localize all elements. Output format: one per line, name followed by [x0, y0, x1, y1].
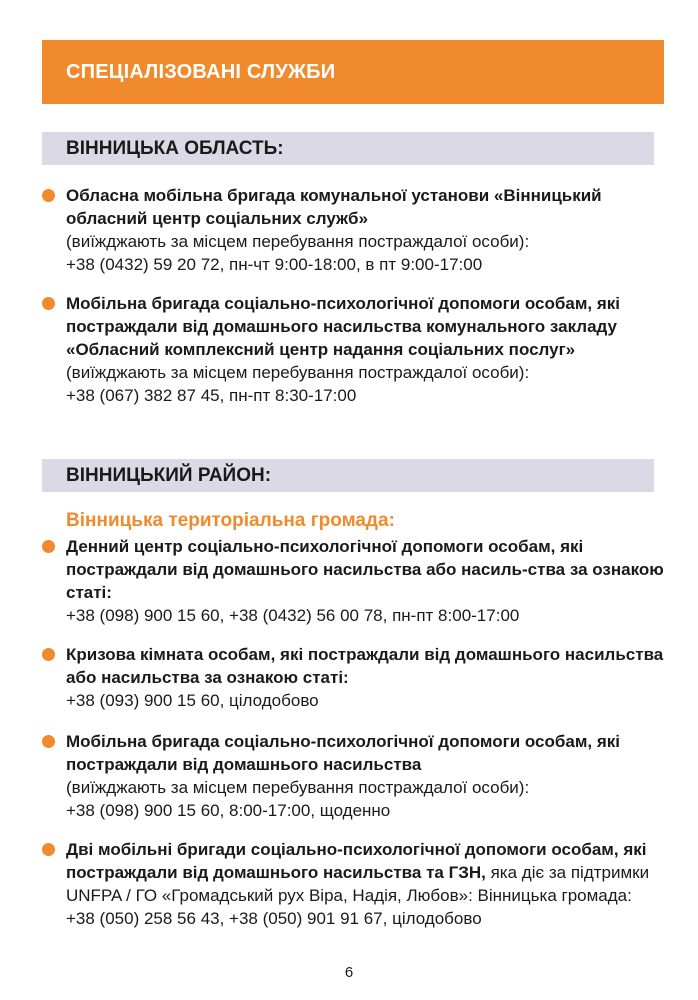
- service-entry: [66, 838, 666, 930]
- service-note: (виїжджають за місцем перебування постраждалої особи):: [66, 778, 530, 797]
- bullet-icon: [42, 843, 55, 856]
- section-banner: [42, 40, 664, 104]
- region-header-vinnytsia-district: [42, 459, 654, 492]
- service-contact: +38 (098) 900 15 60, +38 (0432) 56 00 78, пн-пт 8:00-17:00: [66, 606, 520, 625]
- bullet-icon: [42, 189, 55, 202]
- bullet-icon: [42, 297, 55, 310]
- service-entry: [66, 730, 666, 822]
- service-name: Мобільна бригада соціально-психологічної допомоги особам, які постраждали від домашнього насильства комунального закладу «Обласний комплексний центр надання соціальних послуг»: [66, 294, 621, 359]
- banner-title: СПЕЦІАЛІЗОВАНІ СЛУЖБИ: [66, 60, 336, 83]
- service-note: (виїжджають за місцем перебування постраждалої особи):: [66, 232, 530, 251]
- service-entry: [66, 643, 666, 712]
- service-name: Дві мобільні бригади соціально-психологічної допомоги особам, які постраждали від домашнього насильства та ГЗН,: [66, 840, 647, 882]
- service-name: Обласна мобільна бригада комунальної установи «Вінницький обласний центр соціальних служб»: [66, 186, 602, 228]
- service-note: яка діє за підтримки UNFPA / ГО «Громадський рух Віра, Надія, Любов»: Вінницька громада:: [66, 863, 650, 905]
- region-title: ВІННИЦЬКА ОБЛАСТЬ:: [66, 137, 284, 159]
- service-name: Денний центр соціально-психологічної допомоги особам, які постраждали від домашнього насильства або насиль-ства за ознакою статі:: [66, 537, 664, 602]
- bullet-icon: [42, 648, 55, 661]
- service-entry: [66, 292, 666, 407]
- service-contact: +38 (0432) 59 20 72, пн-чт 9:00-18:00, в пт 9:00-17:00: [66, 255, 483, 274]
- service-entry: [66, 184, 666, 276]
- service-contact: +38 (098) 900 15 60, 8:00-17:00, щоденно: [66, 801, 391, 820]
- service-name: Кризова кімната особам, які постраждали від домашнього насильства або насильства за ознакою статі:: [66, 645, 664, 687]
- service-name: Мобільна бригада соціально-психологічної допомоги особам, які постраждали від домашнього насильства: [66, 732, 621, 774]
- bullet-icon: [42, 735, 55, 748]
- service-note: (виїжджають за місцем перебування постраждалої особи):: [66, 363, 530, 382]
- service-contact: +38 (050) 258 56 43, +38 (050) 901 91 67, цілодобово: [66, 909, 482, 928]
- service-contact: +38 (093) 900 15 60, цілодобово: [66, 691, 319, 710]
- bullet-icon: [42, 540, 55, 553]
- service-entry: [66, 535, 666, 627]
- service-contact: +38 (067) 382 87 45, пн-пт 8:30-17:00: [66, 386, 357, 405]
- community-subheading: Вінницька територіальна громада:: [66, 510, 395, 531]
- region-header-vinnytsia-oblast: [42, 132, 654, 165]
- region-title: ВІННИЦЬКИЙ РАЙОН:: [66, 464, 272, 486]
- page-number: 6: [344, 964, 354, 981]
